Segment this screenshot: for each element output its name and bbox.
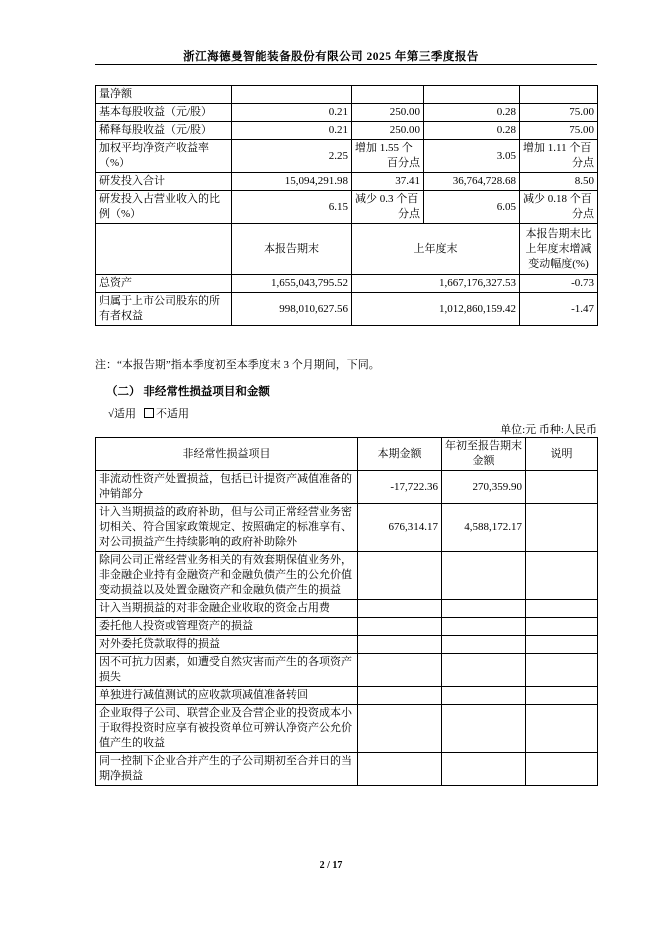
table-cell: 37.41 [352, 173, 424, 191]
table-cell: 2.25 [232, 140, 352, 173]
table-cell: 上年度末 [352, 224, 520, 275]
table-cell: 研发投入合计 [96, 173, 232, 191]
table-cell: 6.15 [232, 191, 352, 224]
column-header: 非经常性损益项目 [96, 438, 358, 471]
table-cell: 75.00 [520, 122, 598, 140]
table-row [96, 753, 598, 786]
table-cell [442, 600, 526, 618]
table-cell [442, 705, 526, 753]
table-row [96, 636, 598, 654]
table-cell: 企业取得子公司、联营企业及合营企业的投资成本小于取得投资时应享有被投资单位可辨认净资产公允价值产生的收益 [96, 705, 358, 753]
table-cell: 本报告期末比上年度末增减变动幅度(%) [520, 224, 598, 275]
table-cell: 稀释每股收益（元/股） [96, 122, 232, 140]
table-cell: 0.21 [232, 104, 352, 122]
table-row [96, 122, 598, 140]
table-cell: 本报告期末 [232, 224, 352, 275]
table-cell: 计入当期损益的对非金融企业收取的资金占用费 [96, 600, 358, 618]
table-cell: 归属于上市公司股东的所有者权益 [96, 293, 232, 326]
table-cell [358, 552, 442, 600]
applicability-options [108, 405, 189, 421]
table-cell: 增加 1.55 个百分点 [352, 140, 424, 173]
column-header: 说明 [526, 438, 598, 471]
table-row [96, 618, 598, 636]
table-cell [358, 705, 442, 753]
table-cell: 单独进行减值测试的应收款项减值准备转回 [96, 687, 358, 705]
applicable-option: √适用 [108, 408, 137, 420]
page-header-title: 浙江海德曼智能装备股份有限公司 2025 年第三季度报告 [183, 51, 479, 63]
table-row [96, 173, 598, 191]
table-cell [526, 504, 598, 552]
table-row [96, 140, 598, 173]
report-period-note: 注：“本报告期”指本季度初至本季度末 3 个月期间，下同。 [95, 359, 380, 371]
table-cell: 除同公司正常经营业务相关的有效套期保值业务外，非金融企业持有金融资产和金融负债产生的公允价值变动损益以及处置金融资产和金融负债产生的损益 [96, 552, 358, 600]
column-header: 年初至报告期末金额 [442, 438, 526, 471]
table-cell: 同一控制下企业合并产生的子公司期初至合并日的当期净损益 [96, 753, 358, 786]
table-row [96, 504, 598, 552]
non-recurring-items-table [95, 437, 598, 786]
table-cell: -17,722.36 [358, 471, 442, 504]
table-cell: 270,359.90 [442, 471, 526, 504]
table-subheader-row [96, 224, 598, 275]
table-cell [442, 552, 526, 600]
table-cell: 增加 1.11 个百分点 [520, 140, 598, 173]
table-cell: 1,667,176,327.53 [352, 275, 520, 293]
financial-indicators-table [95, 85, 598, 326]
table-cell [442, 618, 526, 636]
table-cell: 4,588,172.17 [442, 504, 526, 552]
table-cell: 0.21 [232, 122, 352, 140]
table-cell: 6.05 [424, 191, 520, 224]
header-divider [95, 64, 597, 65]
table-cell: 676,314.17 [358, 504, 442, 552]
table-cell: 1,012,860,159.42 [352, 293, 520, 326]
section-title: （二） 非经常性损益项目和金额 [106, 386, 270, 398]
table-cell [526, 636, 598, 654]
table-cell [424, 86, 520, 104]
table-row [96, 191, 598, 224]
table-cell: 量净额 [96, 86, 232, 104]
table-cell [526, 705, 598, 753]
table-row [96, 687, 598, 705]
table-row [96, 600, 598, 618]
not-applicable-option: 不适用 [156, 408, 190, 420]
table-cell: 250.00 [352, 104, 424, 122]
table-cell [526, 600, 598, 618]
table-cell [442, 654, 526, 687]
table-cell: 15,094,291.98 [232, 173, 352, 191]
table-cell [526, 753, 598, 786]
table-cell [526, 471, 598, 504]
table-cell: 委托他人投资或管理资产的损益 [96, 618, 358, 636]
table-row [96, 86, 598, 104]
unchecked-box-icon [144, 408, 154, 418]
table-header-row [96, 438, 598, 471]
table-cell: 因不可抗力因素，如遭受自然灾害而产生的各项资产损失 [96, 654, 358, 687]
table-cell [358, 636, 442, 654]
table-cell [358, 687, 442, 705]
table-cell: -1.47 [520, 293, 598, 326]
table-cell: 对外委托贷款取得的损益 [96, 636, 358, 654]
table-cell: 非流动性资产处置损益，包括已计提资产减值准备的冲销部分 [96, 471, 358, 504]
table-cell: 3.05 [424, 140, 520, 173]
currency-unit: 单位:元 币种:人民币 [500, 424, 597, 436]
column-header: 本期金额 [358, 438, 442, 471]
table-cell: 0.28 [424, 122, 520, 140]
table-row [96, 104, 598, 122]
table-cell: 75.00 [520, 104, 598, 122]
table-row [96, 705, 598, 753]
table-cell [526, 618, 598, 636]
table-cell [232, 86, 352, 104]
table-cell [96, 224, 232, 275]
table-row [96, 471, 598, 504]
table-cell: 36,764,728.68 [424, 173, 520, 191]
table-cell [358, 600, 442, 618]
table-cell [526, 687, 598, 705]
table-cell [526, 654, 598, 687]
table-row [96, 293, 598, 326]
table-row [96, 275, 598, 293]
table-cell [442, 636, 526, 654]
table-cell: 8.50 [520, 173, 598, 191]
table-row [96, 654, 598, 687]
page-number: 2 / 17 [319, 860, 343, 871]
table-cell: 加权平均净资产收益率（%） [96, 140, 232, 173]
table-cell: 减少 0.18 个百分点 [520, 191, 598, 224]
table-cell [358, 618, 442, 636]
table-cell [358, 654, 442, 687]
table-cell [442, 753, 526, 786]
table-cell: 1,655,043,795.52 [232, 275, 352, 293]
table-cell: 计入当期损益的政府补助，但与公司正常经营业务密切相关、符合国家政策规定、按照确定的标准享有、对公司损益产生持续影响的政府补助除外 [96, 504, 358, 552]
table-cell [352, 86, 424, 104]
table-cell: 0.28 [424, 104, 520, 122]
table-cell: 总资产 [96, 275, 232, 293]
table-cell [358, 753, 442, 786]
table-cell: 250.00 [352, 122, 424, 140]
table-cell [520, 86, 598, 104]
table-cell: 基本每股收益（元/股） [96, 104, 232, 122]
table-cell: 减少 0.3 个百分点 [352, 191, 424, 224]
table-cell: 研发投入占营业收入的比例（%） [96, 191, 232, 224]
table-cell: 998,010,627.56 [232, 293, 352, 326]
table-cell [526, 552, 598, 600]
table-cell [442, 687, 526, 705]
table-row [96, 552, 598, 600]
table-cell: -0.73 [520, 275, 598, 293]
